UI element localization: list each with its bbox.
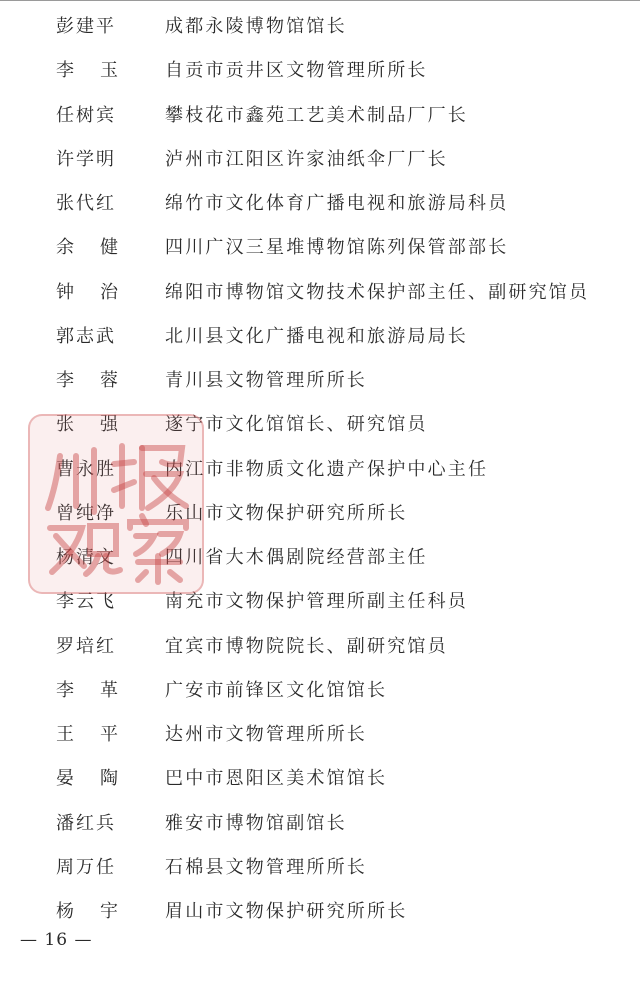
list-item bbox=[0, 93, 640, 137]
list-item bbox=[0, 137, 640, 181]
list-item bbox=[0, 358, 640, 402]
person-title: 青川县文物管理所所长 bbox=[165, 370, 367, 391]
person-name: 潘红兵 bbox=[56, 812, 116, 834]
person-title: 绵阳市博物馆文物技术保护部主任、副研究馆员 bbox=[165, 281, 590, 303]
name-list bbox=[0, 4, 640, 933]
page-number: — 16 — bbox=[20, 930, 93, 950]
person-name: 晏 陶 bbox=[56, 768, 120, 790]
person-name: 周万任 bbox=[56, 856, 116, 878]
list-item bbox=[0, 491, 640, 535]
person-title: 广安市前锋区文化馆馆长 bbox=[165, 679, 388, 701]
person-title: 乐山市文物保护研究所所长 bbox=[165, 502, 408, 524]
list-item bbox=[0, 447, 640, 491]
person-name: 杨 宇 bbox=[56, 901, 120, 922]
person-name: 钟 治 bbox=[56, 281, 120, 303]
person-name: 李 玉 bbox=[56, 60, 120, 82]
person-title: 宜宾市博物院院长、副研究馆员 bbox=[165, 635, 448, 657]
person-title: 四川广汉三星堆博物馆陈列保管部部长 bbox=[165, 237, 509, 259]
person-name: 曾纯净 bbox=[56, 502, 116, 524]
person-title: 成都永陵博物馆馆长 bbox=[165, 16, 347, 37]
person-name: 王 平 bbox=[56, 724, 120, 745]
list-item bbox=[0, 314, 640, 358]
person-name: 罗培红 bbox=[56, 635, 116, 657]
person-name: 许学明 bbox=[56, 148, 116, 170]
list-item bbox=[0, 4, 640, 48]
person-title: 内江市非物质文化遗产保护中心主任 bbox=[165, 458, 489, 480]
list-item bbox=[0, 225, 640, 269]
person-name: 彭建平 bbox=[56, 16, 116, 37]
person-title: 达州市文物管理所所长 bbox=[165, 724, 367, 745]
person-title: 自贡市贡井区文物管理所所长 bbox=[165, 60, 428, 82]
list-item bbox=[0, 402, 640, 446]
list-item bbox=[0, 756, 640, 800]
person-title: 南充市文物保护管理所副主任科员 bbox=[165, 591, 468, 613]
person-name: 任树宾 bbox=[56, 104, 116, 126]
person-name: 李 革 bbox=[56, 679, 120, 701]
person-title: 石棉县文物管理所所长 bbox=[165, 856, 367, 878]
person-name: 张代红 bbox=[56, 193, 116, 214]
list-item bbox=[0, 668, 640, 712]
list-item bbox=[0, 535, 640, 579]
person-name: 李 蓉 bbox=[56, 370, 120, 391]
person-title: 遂宁市文化馆馆长、研究馆员 bbox=[165, 414, 428, 436]
list-item bbox=[0, 801, 640, 845]
person-name: 曹永胜 bbox=[56, 458, 116, 480]
person-name: 郭志武 bbox=[56, 325, 116, 347]
person-title: 泸州市江阳区许家油纸伞厂厂长 bbox=[165, 148, 448, 170]
list-item bbox=[0, 845, 640, 889]
list-item bbox=[0, 712, 640, 756]
person-title: 眉山市文物保护研究所所长 bbox=[165, 901, 408, 922]
list-item bbox=[0, 270, 640, 314]
list-item bbox=[0, 889, 640, 933]
list-item bbox=[0, 48, 640, 92]
person-title: 攀枝花市鑫苑工艺美术制品厂厂长 bbox=[165, 104, 468, 126]
person-name: 杨清文 bbox=[56, 547, 116, 568]
person-title: 四川省大木偶剧院经营部主任 bbox=[165, 547, 428, 568]
list-item bbox=[0, 579, 640, 623]
person-name: 余 健 bbox=[56, 237, 120, 259]
person-title: 巴中市恩阳区美术馆馆长 bbox=[165, 768, 388, 790]
person-name: 李云飞 bbox=[56, 591, 116, 613]
person-title: 绵竹市文化体育广播电视和旅游局科员 bbox=[165, 193, 509, 214]
list-item bbox=[0, 624, 640, 668]
person-name: 张 强 bbox=[56, 414, 120, 436]
top-rule bbox=[0, 0, 640, 1]
list-item bbox=[0, 181, 640, 225]
person-title: 北川县文化广播电视和旅游局局长 bbox=[165, 325, 468, 347]
person-title: 雅安市博物馆副馆长 bbox=[165, 812, 347, 834]
